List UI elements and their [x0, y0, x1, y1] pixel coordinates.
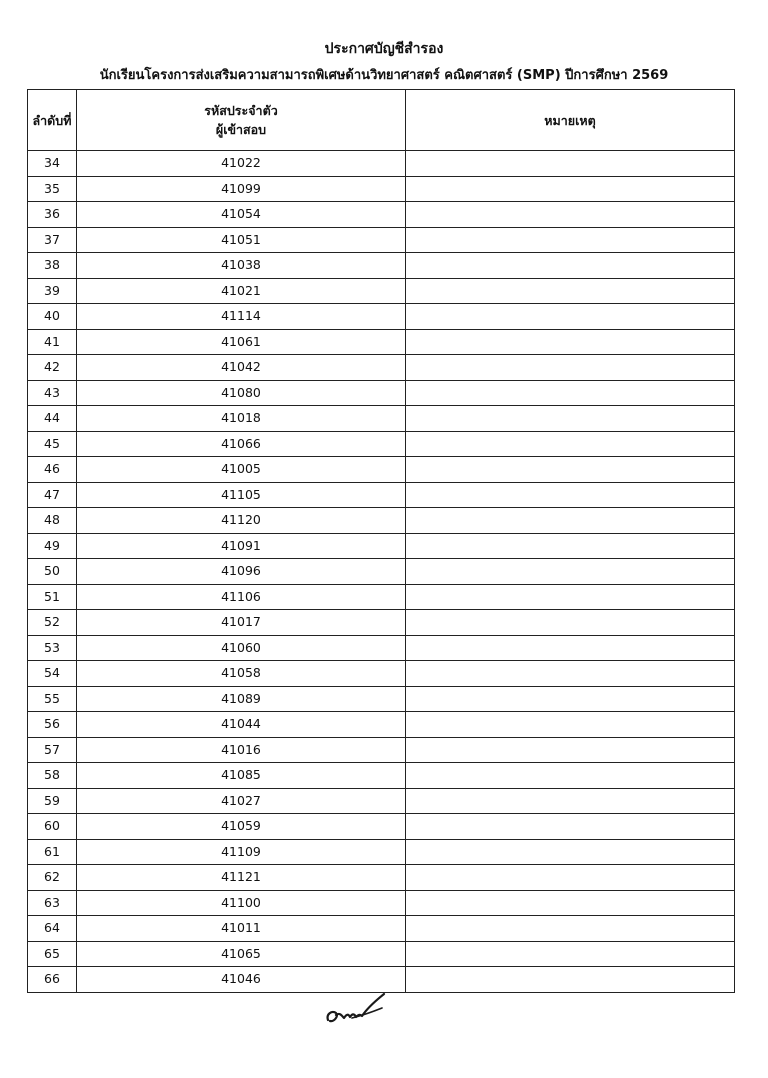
- table-row: [28, 635, 735, 661]
- row-number-cell: 41: [28, 329, 77, 355]
- candidate-id-cell: 41005: [77, 457, 406, 483]
- table-row: [28, 839, 735, 865]
- table-row: [28, 355, 735, 381]
- table-header-row: [28, 90, 735, 151]
- row-number-cell: 66: [28, 967, 77, 993]
- row-number-cell: 59: [28, 788, 77, 814]
- remarks-cell: [406, 610, 735, 636]
- row-number-cell: 34: [28, 151, 77, 177]
- candidate-id-cell: 41106: [77, 584, 406, 610]
- remarks-cell: [406, 253, 735, 279]
- candidate-id-cell: 41046: [77, 967, 406, 993]
- row-number-cell: 38: [28, 253, 77, 279]
- handwritten-signature-icon: [322, 986, 390, 1030]
- remarks-cell: [406, 508, 735, 534]
- row-number-cell: 56: [28, 712, 77, 738]
- table-row: [28, 712, 735, 738]
- row-number-cell: 47: [28, 482, 77, 508]
- row-number-cell: 54: [28, 661, 77, 687]
- table-row: [28, 737, 735, 763]
- row-number-cell: 49: [28, 533, 77, 559]
- candidate-id-cell: 41121: [77, 865, 406, 891]
- candidate-id-cell: 41051: [77, 227, 406, 253]
- candidate-id-cell: 41080: [77, 380, 406, 406]
- candidate-id-cell: 41109: [77, 839, 406, 865]
- remarks-cell: [406, 227, 735, 253]
- column-header-candidate-id-line1: รหัสประจำตัว: [204, 103, 278, 118]
- page-title: ประกาศบัญชีสำรอง: [324, 41, 444, 57]
- table-row: [28, 661, 735, 687]
- remarks-cell: [406, 967, 735, 993]
- row-number-cell: 37: [28, 227, 77, 253]
- remarks-cell: [406, 737, 735, 763]
- table-row: [28, 304, 735, 330]
- candidate-id-cell: 41089: [77, 686, 406, 712]
- row-number-cell: 64: [28, 916, 77, 942]
- remarks-cell: [406, 304, 735, 330]
- remarks-cell: [406, 839, 735, 865]
- remarks-cell: [406, 890, 735, 916]
- table-row: [28, 253, 735, 279]
- table-row: [28, 151, 735, 177]
- candidate-id-cell: 41017: [77, 610, 406, 636]
- remarks-cell: [406, 788, 735, 814]
- row-number-cell: 35: [28, 176, 77, 202]
- row-number-cell: 48: [28, 508, 77, 534]
- table-row: [28, 508, 735, 534]
- column-header-candidate-id-line2: ผู้เข้าสอบ: [215, 122, 267, 137]
- remarks-cell: [406, 482, 735, 508]
- candidate-id-cell: 41018: [77, 406, 406, 432]
- row-number-cell: 46: [28, 457, 77, 483]
- remarks-cell: [406, 380, 735, 406]
- candidate-id-cell: 41065: [77, 941, 406, 967]
- row-number-cell: 61: [28, 839, 77, 865]
- candidate-id-cell: 41091: [77, 533, 406, 559]
- column-header-remarks: หมายเหตุ: [406, 90, 735, 151]
- remarks-cell: [406, 431, 735, 457]
- candidate-id-cell: 41085: [77, 763, 406, 789]
- table-row: [28, 788, 735, 814]
- table-row: [28, 406, 735, 432]
- remarks-cell: [406, 763, 735, 789]
- candidate-id-cell: 41038: [77, 253, 406, 279]
- remarks-cell: [406, 916, 735, 942]
- reserve-list-table: [27, 89, 735, 993]
- remarks-cell: [406, 686, 735, 712]
- row-number-cell: 36: [28, 202, 77, 228]
- remarks-cell: [406, 559, 735, 585]
- candidate-id-cell: 41044: [77, 712, 406, 738]
- row-number-cell: 55: [28, 686, 77, 712]
- candidate-id-cell: 41027: [77, 788, 406, 814]
- row-number-cell: 44: [28, 406, 77, 432]
- row-number-cell: 53: [28, 635, 77, 661]
- candidate-id-cell: 41016: [77, 737, 406, 763]
- row-number-cell: 57: [28, 737, 77, 763]
- remarks-cell: [406, 457, 735, 483]
- table-row: [28, 431, 735, 457]
- table-row: [28, 686, 735, 712]
- page-subtitle: นักเรียนโครงการส่งเสริมความสามารถพิเศษด้านวิทยาศาสตร์ คณิตศาสตร์ (SMP) ปีการศึกษา 2569: [99, 68, 669, 83]
- row-number-cell: 50: [28, 559, 77, 585]
- table-row: [28, 763, 735, 789]
- candidate-id-cell: 41042: [77, 355, 406, 381]
- candidate-id-cell: 41022: [77, 151, 406, 177]
- column-header-number: ลำดับที่: [28, 90, 77, 151]
- candidate-id-cell: 41066: [77, 431, 406, 457]
- table-row: [28, 814, 735, 840]
- candidate-id-cell: 41059: [77, 814, 406, 840]
- candidate-id-cell: 41096: [77, 559, 406, 585]
- table-row: [28, 176, 735, 202]
- candidate-id-cell: 41120: [77, 508, 406, 534]
- remarks-cell: [406, 661, 735, 687]
- remarks-cell: [406, 202, 735, 228]
- column-header-candidate-id: [77, 90, 406, 151]
- candidate-id-cell: 41100: [77, 890, 406, 916]
- candidate-id-cell: 41099: [77, 176, 406, 202]
- row-number-cell: 39: [28, 278, 77, 304]
- row-number-cell: 51: [28, 584, 77, 610]
- row-number-cell: 63: [28, 890, 77, 916]
- table-row: [28, 482, 735, 508]
- row-number-cell: 40: [28, 304, 77, 330]
- table-row: [28, 610, 735, 636]
- table-row: [28, 533, 735, 559]
- row-number-cell: 43: [28, 380, 77, 406]
- table-row: [28, 278, 735, 304]
- row-number-cell: 60: [28, 814, 77, 840]
- row-number-cell: 65: [28, 941, 77, 967]
- remarks-cell: [406, 355, 735, 381]
- table-row: [28, 916, 735, 942]
- table-body: [28, 151, 735, 993]
- table-row: [28, 865, 735, 891]
- candidate-id-cell: 41061: [77, 329, 406, 355]
- table-row: [28, 202, 735, 228]
- remarks-cell: [406, 151, 735, 177]
- candidate-id-cell: 41114: [77, 304, 406, 330]
- candidate-id-cell: 41060: [77, 635, 406, 661]
- table-row: [28, 559, 735, 585]
- remarks-cell: [406, 406, 735, 432]
- candidate-id-cell: 41058: [77, 661, 406, 687]
- table-row: [28, 380, 735, 406]
- remarks-cell: [406, 584, 735, 610]
- candidate-id-cell: 41011: [77, 916, 406, 942]
- table-row: [28, 227, 735, 253]
- table-row: [28, 457, 735, 483]
- row-number-cell: 52: [28, 610, 77, 636]
- candidate-id-cell: 41021: [77, 278, 406, 304]
- row-number-cell: 62: [28, 865, 77, 891]
- remarks-cell: [406, 865, 735, 891]
- remarks-cell: [406, 329, 735, 355]
- table-row: [28, 329, 735, 355]
- row-number-cell: 58: [28, 763, 77, 789]
- candidate-id-cell: 41105: [77, 482, 406, 508]
- remarks-cell: [406, 941, 735, 967]
- remarks-cell: [406, 635, 735, 661]
- remarks-cell: [406, 176, 735, 202]
- remarks-cell: [406, 278, 735, 304]
- remarks-cell: [406, 712, 735, 738]
- row-number-cell: 42: [28, 355, 77, 381]
- table-row: [28, 584, 735, 610]
- remarks-cell: [406, 533, 735, 559]
- candidate-id-cell: 41054: [77, 202, 406, 228]
- row-number-cell: 45: [28, 431, 77, 457]
- table-row: [28, 890, 735, 916]
- table-row: [28, 941, 735, 967]
- remarks-cell: [406, 814, 735, 840]
